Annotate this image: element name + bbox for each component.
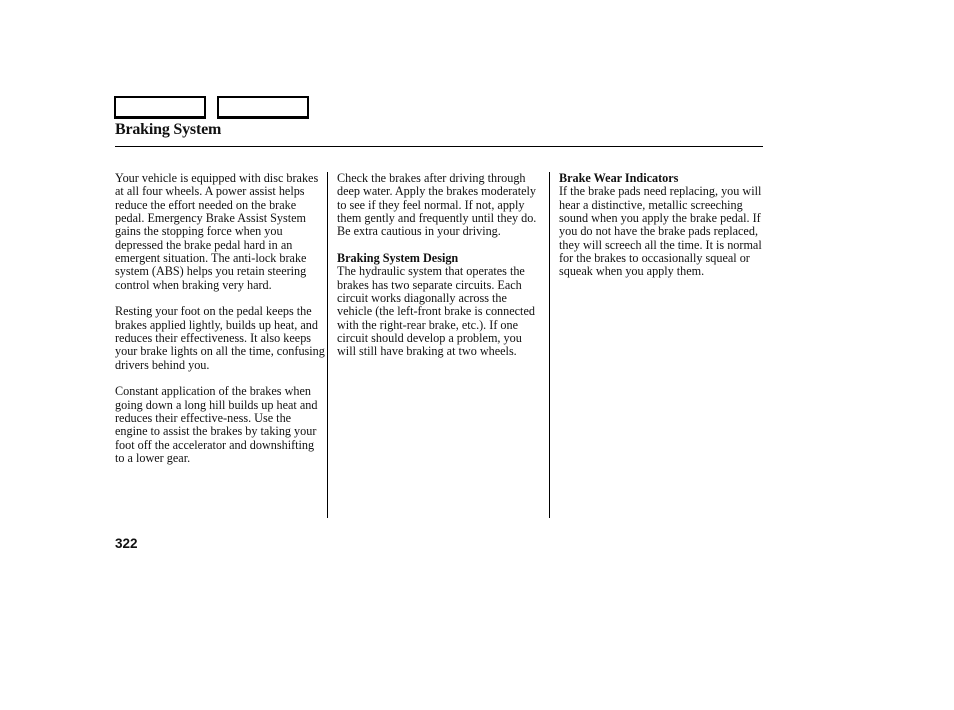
column-3 [559, 172, 765, 279]
paragraph: The hydraulic system that operates the brakes has two separate circuits. Each circuit works diagonally across the vehicle (the left-front brake is connected with the right-rear brake, etc.). If one circuit should develop a problem, you will still have braking at two wheels. [337, 264, 535, 359]
column-2 [337, 172, 543, 359]
section-nav-button-2[interactable] [217, 96, 309, 119]
paragraph: Resting your foot on the pedal keeps the brakes applied lightly, builds up heat, and reduces their effectiveness. It also keeps your brake lights on all the time, confusing drivers behind you. [115, 304, 325, 372]
page-title: Braking System [115, 121, 222, 138]
column-divider [549, 172, 550, 518]
title-divider [115, 146, 763, 147]
paragraph: If the brake pads need replacing, you will hear a distinctive, metallic screeching sound when you apply the brake pedal. If you do not have the brake pads replaced, they will screech all the time. It is normal for the brakes to occasionally squeal or squeak when you apply them. [559, 184, 762, 279]
column-divider [327, 172, 328, 518]
section-nav-button-1[interactable] [114, 96, 206, 119]
subheading-braking-system-design: Braking System Design [337, 251, 459, 266]
paragraph: Constant application of the brakes when going down a long hill builds up heat and reduces their effective-ness. Use the engine to assist the brakes by taking your foot off the accelerator and downshifting to a lower gear. [115, 384, 318, 466]
column-1 [115, 172, 325, 465]
subheading-brake-wear-indicators: Brake Wear Indicators [559, 171, 679, 185]
paragraph: Check the brakes after driving through deep water. Apply the brakes moderately to see if they feel normal. If not, apply them gently and frequently until they do. Be extra cautious in your driving. [337, 171, 537, 239]
paragraph: Your vehicle is equipped with disc brakes at all four wheels. A power assist helps reduce the effort needed on the brake pedal. Emergency Brake Assist System gains the stopping force when you depressed the brake pedal hard in an emergent situation. The anti-lock brake system (ABS) helps you retain steering control when braking very hard. [115, 171, 319, 292]
page-number: 322 [115, 536, 138, 551]
